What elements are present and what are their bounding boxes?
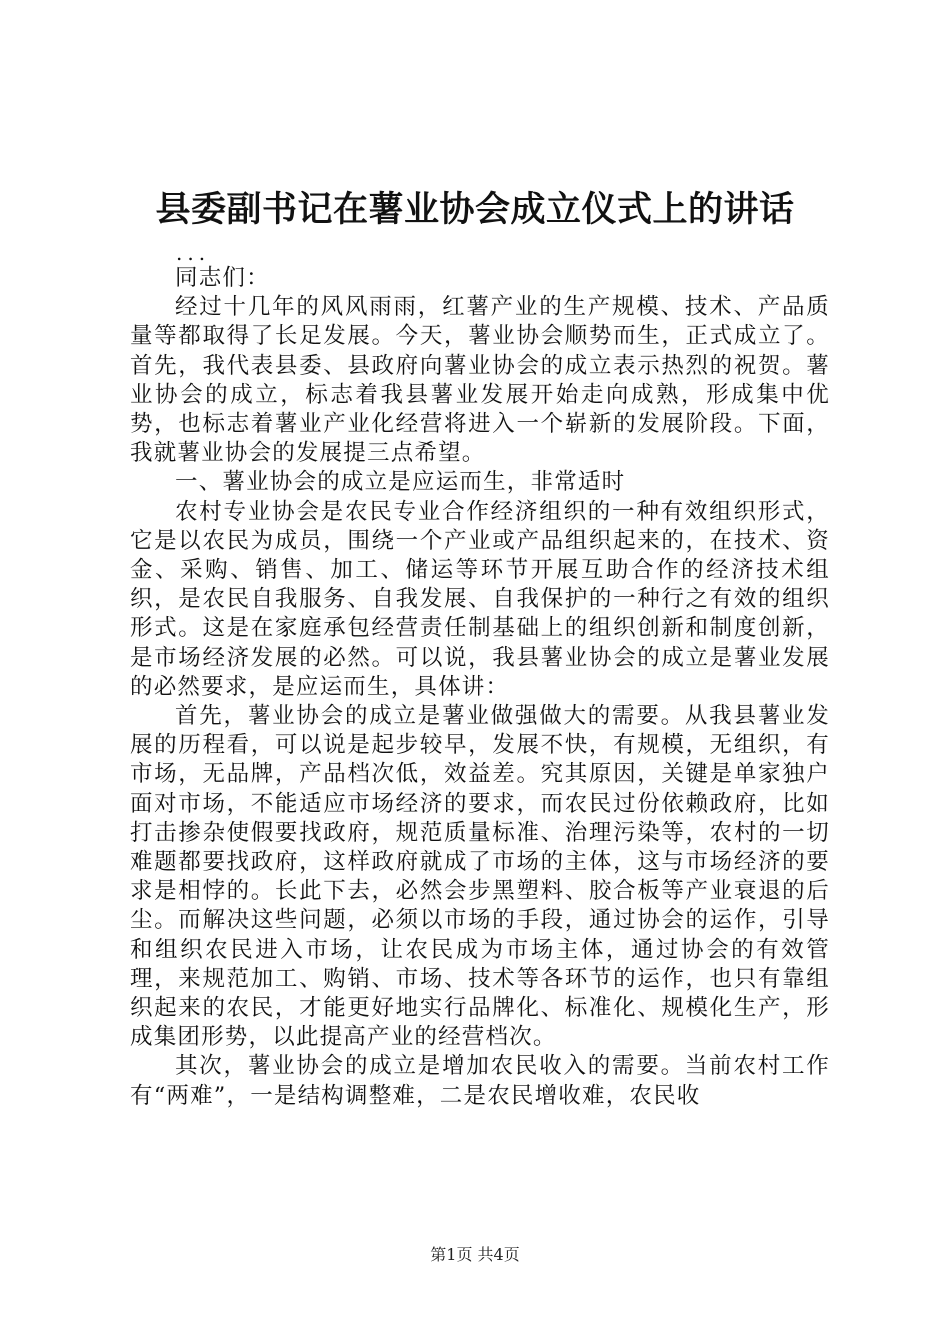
greeting: 同志们： — [175, 265, 270, 291]
paragraph-second-reason: 其次，薯业协会的成立是增加农民收入的需要。当前农村工作有“两难”，一是结构调整难，二是农民增收难，农民收 — [130, 1053, 830, 1109]
paragraph-association-definition: 农村专业协会是农民专业合作经济组织的一种有效组织形式，它是以农民为成员，围绕一个产业或产品组织起来的，在技术、资金、采购、销售、加工、储运等环节开展互助合作的经济技术组织，是农民自我服务、自我发展、自我保护的一种行之有效的组织形式。这是在家庭承包经营责任制基础上的组织创新和制度创新，是市场经济发展的必然。可以说，我县薯业协会的成立是薯业发展的必然要求，是应运而生，具体讲： — [130, 498, 830, 700]
paragraph-first-reason: 首先，薯业协会的成立是薯业做强做大的需要。从我县薯业发展的历程看，可以说是起步较早，发展不快，有规模，无组织，有市场，无品牌，产品档次低，效益差。究其原因，关键是单家独户面对市场，不能适应市场经济的要求，而农民过份依赖政府，比如打击掺杂使假要找政府，规范质量标准、治理污染等，农村的一切难题都要找政府，这样政府就成了市场的主体，这与市场经济的要求是相悖的。长此下去，必然会步黑塑料、胶合板等产业衰退的后尘。而解决这些问题，必须以市场的手段，通过协会的运作，引导和组织农民进入市场，让农民成为市场主体，通过协会的有效管理，来规范加工、购销、市场、技术等各环节的运作，也只有靠组织起来的农民，才能更好地实行品牌化、标准化、规模化生产，形成集团形势，以此提高产业的经营档次。 — [130, 703, 830, 1051]
document-title: 县委副书记在薯业协会成立仪式上的讲话 — [155, 189, 795, 230]
paragraph-intro: 经过十几年的风风雨雨，红薯产业的生产规模、技术、产品质量等都取得了长足发展。今天，薯业协会顺势而生，正式成立了。首先，我代表县委、县政府向薯业协会的成立表示热烈的祝贺。薯业协会的成立，标志着我县薯业发展开始走向成熟，形成集中优势，也标志着薯业产业化经营将进入一个崭新的发展阶段。下面，我就薯业协会的发展提三点希望。 — [130, 294, 830, 467]
ellipsis-marker: ... — [176, 241, 211, 265]
document-body — [130, 264, 830, 1111]
section-heading-1: 一、薯业协会的成立是应运而生，非常适时 — [175, 469, 626, 496]
page-footer: 第1页 共4页 — [430, 1245, 520, 1264]
